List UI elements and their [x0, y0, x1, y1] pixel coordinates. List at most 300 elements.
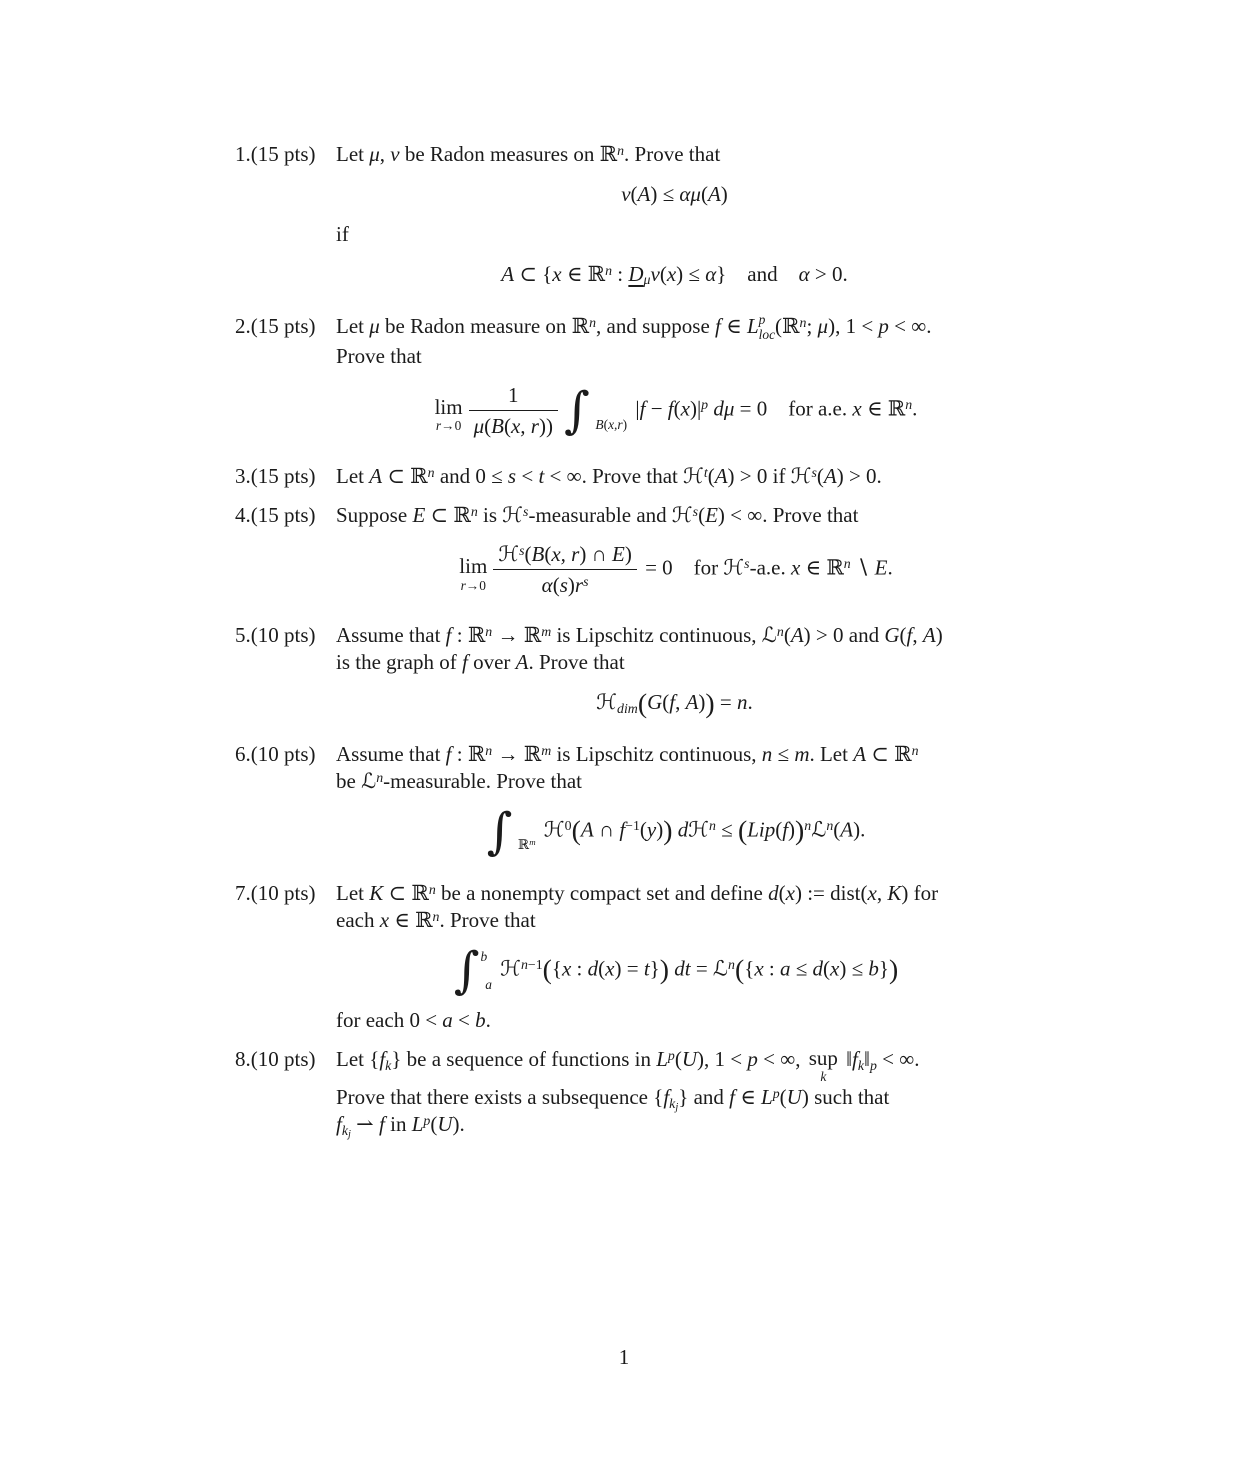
math-segment: x [790, 555, 801, 580]
math-segment: ℋ [500, 956, 521, 981]
math-segment: Let { [336, 1046, 380, 1071]
problem-body [336, 502, 1013, 610]
math-segment: ⊂ [383, 881, 412, 906]
display-formula [336, 687, 1013, 719]
math-segment: : [571, 956, 588, 981]
math-segment: ∈ [735, 1085, 762, 1110]
math-segment: → [492, 742, 524, 767]
math-segment: A [501, 261, 515, 286]
math-segment: b [868, 956, 879, 981]
math-segment: = [714, 690, 737, 715]
math-segment: n [485, 742, 493, 758]
math-segment: n [470, 503, 478, 519]
math-segment: sup [808, 1045, 838, 1070]
math-segment: be Radon measures on [399, 142, 600, 166]
math-segment: ) [795, 814, 805, 846]
math-segment: −1 [527, 957, 543, 973]
math-segment: x [754, 956, 764, 981]
math-fraction [469, 383, 558, 438]
integral-limits [591, 388, 627, 434]
math-segment: μ [473, 413, 485, 438]
math-segment: j [348, 1129, 351, 1141]
math-segment: A [685, 690, 699, 715]
math-segment: n [728, 957, 735, 973]
math-segment: ( [823, 956, 831, 981]
math-segment: ( [503, 413, 511, 438]
math-segment: Let [336, 142, 370, 166]
math-segment: ( [700, 182, 708, 206]
math-segment: B [531, 542, 545, 566]
math-segment: ∈ [561, 261, 588, 286]
math-segment: x [785, 881, 795, 906]
problem-8 [235, 1045, 1013, 1141]
math-segment: ). [452, 1112, 465, 1137]
problem-2 [235, 313, 1013, 451]
math-segment: L [411, 1112, 424, 1137]
math-segment: k [341, 1122, 348, 1138]
math-segment: E [412, 503, 426, 527]
math-segment: ℋ [688, 817, 709, 842]
math-segment: ). [853, 817, 866, 842]
math-segment: and 0 ≤ [434, 464, 508, 488]
math-segment: each [336, 908, 380, 933]
problem-text-line [336, 1111, 1013, 1141]
math-segment: n [911, 742, 919, 758]
problems-list [235, 141, 1013, 1150]
math-segment: d [677, 817, 689, 842]
math-segment: s [559, 573, 568, 598]
math-segment: ℝ [523, 742, 542, 767]
math-segment: ∈ [861, 396, 888, 421]
problem-text-line [336, 313, 1013, 343]
math-segment: ( [544, 542, 552, 566]
problem-label: 4.(15 pts) [235, 503, 316, 527]
math-segment: n [799, 314, 807, 330]
math-segment: , [876, 881, 888, 906]
math-segment: in [384, 1112, 412, 1137]
math-segment: ℋ [723, 555, 745, 580]
math-segment: L [746, 313, 759, 338]
math-segment: < [452, 1007, 476, 1032]
math-segment: ν [650, 261, 660, 286]
problem-body [336, 741, 1013, 868]
math-segment: Assume that [336, 623, 446, 648]
math-segment: ) for [901, 881, 939, 906]
math-segment: )| [689, 396, 702, 421]
math-segment: α [798, 261, 810, 286]
problem-text-line [336, 907, 1013, 934]
problem-4 [235, 502, 1013, 610]
math-segment: d [587, 956, 599, 981]
math-segment: αμ [679, 182, 701, 206]
math-segment: ∩ [593, 817, 620, 842]
problem-text-line [336, 1007, 1013, 1034]
math-segment: ν [621, 182, 631, 206]
math-segment: ) such that [801, 1085, 890, 1110]
math-segment: n [376, 769, 384, 785]
math-segment: ℋ [683, 464, 704, 488]
math-segment: ) < ∞. Prove that [717, 503, 859, 527]
math-segment: j [675, 1102, 679, 1114]
math-segment: ℝ [782, 313, 800, 338]
math-segment: ℒ [761, 623, 777, 648]
math-segment: ℝ [599, 142, 618, 166]
math-segment: ) > 0 and [803, 623, 885, 648]
math-segment: ( [698, 503, 706, 527]
math-segment: ‖ [840, 1046, 853, 1071]
math-segment: m [529, 837, 536, 848]
math-segment: f [669, 690, 676, 715]
math-segment: ) ≤ [676, 261, 706, 286]
math-segment: be [336, 769, 362, 794]
math-limit-operator [435, 396, 463, 433]
math-segment: ) = [614, 956, 644, 981]
math-segment: n [776, 624, 784, 640]
math-segment: Lip [747, 817, 776, 842]
integral-sign-icon: ∫ [453, 941, 480, 1000]
math-segment: f [639, 396, 646, 421]
math-segment: U [681, 1046, 698, 1071]
problem-text-line [336, 502, 1013, 529]
math-segment: n [804, 818, 812, 834]
math-segment: loc [758, 326, 776, 342]
math-segment: ( [674, 1046, 682, 1071]
math-segment: ∈ [720, 313, 747, 338]
problem-text-line [336, 741, 1013, 768]
math-segment: n [589, 314, 597, 330]
math-segment: ) ≤ [650, 182, 680, 206]
math-segment: f [445, 623, 452, 648]
math-segment: ( [816, 464, 824, 488]
math-segment: dμ [713, 396, 735, 421]
math-segment: ) [567, 573, 575, 598]
problem-5 [235, 622, 1013, 729]
math-segment: f [852, 1046, 858, 1071]
math-segment: ℝ [453, 503, 471, 527]
math-segment: x [867, 881, 877, 906]
problem-1 [235, 141, 1013, 301]
math-segment: E [611, 542, 625, 566]
math-integral [486, 802, 536, 861]
math-segment: f [663, 1085, 670, 1110]
math-segment: A [790, 623, 804, 648]
math-segment: ℝ [411, 881, 429, 906]
math-segment: A [515, 650, 529, 675]
math-segment: a [485, 977, 492, 993]
math-segment: A [922, 623, 936, 648]
math-segment: ) [888, 953, 899, 985]
math-segment: n [428, 881, 436, 897]
math-segment: y [646, 817, 657, 842]
math-segment: ( [630, 182, 638, 206]
math-segment: Prove that [336, 343, 422, 368]
problem-3 [235, 463, 1013, 490]
math-segment: ) [720, 182, 728, 206]
math-segment: ) [656, 817, 664, 842]
math-segment: x [605, 956, 615, 981]
math-segment: n [427, 464, 435, 480]
math-segment: . Prove that [439, 908, 536, 933]
math-segment: s [523, 503, 529, 519]
math-segment: t [703, 464, 708, 480]
math-segment: b [475, 1007, 486, 1032]
limit-subscript [809, 1070, 838, 1084]
problem-text-line [336, 1084, 1013, 1114]
math-segment: ( [737, 814, 748, 846]
math-segment: ) [663, 814, 673, 846]
math-integral [453, 941, 492, 1000]
math-segment: p [758, 312, 766, 328]
math-fraction [493, 542, 637, 597]
math-segment: L [656, 1046, 668, 1071]
math-segment: x, r [510, 413, 539, 438]
math-segment: > 0. [809, 261, 848, 286]
math-segment: ℝ [587, 261, 606, 286]
math-segment: be a nonempty compact set and define [435, 881, 769, 906]
math-segment: is the graph of [336, 650, 462, 675]
math-segment: U [437, 1112, 453, 1137]
problem-text-line [336, 649, 1013, 676]
math-segment: ) [622, 417, 628, 433]
math-segment: ℋ [790, 464, 812, 488]
math-segment: ) [788, 817, 796, 842]
math-segment: ∖ [850, 555, 875, 580]
math-segment: ) > 0 if [727, 464, 791, 488]
math-segment: dim [617, 700, 638, 716]
math-segment: if [336, 221, 349, 246]
math-segment: ℝ [826, 555, 844, 580]
problem-body [336, 141, 1013, 301]
math-segment: over [467, 650, 516, 675]
math-segment: f [667, 396, 674, 421]
math-segment: ∈ [800, 555, 827, 580]
limit-main [809, 1047, 838, 1069]
math-segment: n [843, 556, 851, 572]
math-segment: -measurable. Prove that [383, 769, 582, 794]
math-segment: ⊂ { [514, 261, 553, 286]
math-segment: s [811, 464, 817, 480]
math-segment: ∈ [389, 908, 416, 933]
math-segment: r [460, 577, 466, 593]
math-segment: , [912, 623, 923, 648]
math-segment: k [385, 1057, 392, 1073]
math-segment: is [477, 503, 503, 527]
math-segment: { [551, 956, 562, 981]
math-segment: L [761, 1085, 773, 1110]
math-segment: p [423, 1112, 431, 1128]
math-segment: ) [624, 542, 632, 566]
math-segment: ( [707, 464, 715, 488]
math-limit-operator [809, 1047, 838, 1084]
math-segment: m [794, 742, 810, 767]
math-segment: = [690, 956, 713, 981]
math-segment: x [680, 396, 690, 421]
math-segment: ( [524, 542, 532, 566]
problem-text-line [336, 1046, 1013, 1084]
display-formula [336, 181, 1013, 208]
math-segment: ⇀ [350, 1112, 380, 1137]
math-segment: ℒ [811, 817, 827, 842]
math-segment: x [830, 956, 840, 981]
math-segment: 0 [564, 818, 572, 834]
math-segment: ( [603, 417, 609, 433]
math-segment: x [666, 261, 677, 286]
math-segment: A [637, 182, 651, 206]
math-segment: x, r [551, 542, 580, 566]
math-segment: < ∞. [888, 313, 932, 338]
math-segment: ( [673, 396, 681, 421]
math-segment: t [643, 956, 650, 981]
math-segment: μ [369, 142, 380, 166]
math-segment: ( [484, 413, 492, 438]
page-number: 1 [618, 1345, 630, 1369]
math-segment: p [878, 313, 889, 338]
math-segment: s [519, 542, 525, 558]
math-segment: A [823, 464, 837, 488]
math-segment: A [840, 817, 854, 842]
math-segment: m [541, 624, 552, 640]
math-segment: p [772, 1085, 780, 1101]
math-integral [563, 380, 628, 439]
math-segment: ℝ [571, 313, 590, 338]
math-segment: ), 1 < [828, 313, 879, 338]
math-segment: ( [734, 953, 745, 985]
math-segment: ℝ [894, 742, 912, 767]
math-segment: ℋ [498, 542, 520, 566]
math-segment: 1 [508, 382, 519, 407]
math-segment: ( [659, 261, 667, 286]
math-segment: K [887, 881, 902, 906]
math-segment: B [595, 417, 604, 433]
math-segment: , and suppose [596, 313, 716, 338]
math-segment: s [507, 464, 517, 488]
math-segment: A [369, 464, 383, 488]
math-segment: A [707, 182, 721, 206]
math-segment: Let [336, 464, 370, 488]
math-segment: for each 0 < [336, 1007, 443, 1032]
math-segment: Prove that there exists a subsequence { [336, 1085, 664, 1110]
problem-label: 8.(10 pts) [235, 1046, 316, 1071]
fraction-numerator [493, 542, 637, 569]
limit-subscript [459, 579, 487, 593]
math-segment: ≤ [790, 956, 813, 981]
problem-body [336, 313, 1013, 451]
math-segment: n [905, 396, 913, 412]
math-segment: ℝ [887, 396, 906, 421]
math-segment: a [779, 956, 791, 981]
problem-label: 1.(15 pts) [235, 142, 316, 166]
math-segment: < ∞, [757, 1046, 806, 1071]
math-segment: ) [659, 953, 669, 985]
math-segment: n [736, 690, 748, 715]
problem-body [336, 880, 1013, 1034]
math-segment: ≤ [715, 817, 738, 842]
math-segment: . Prove that [624, 142, 721, 166]
problem-body [336, 463, 1013, 490]
integral-limits [513, 809, 535, 855]
math-segment: k [820, 1068, 827, 1084]
math-segment: ℋ [671, 503, 693, 527]
math-segment: A [580, 817, 594, 842]
math-segment: ℒ [361, 769, 377, 794]
math-segment: s [692, 503, 699, 519]
math-segment: . Let [809, 742, 854, 767]
math-segment: dt [674, 956, 691, 981]
display-formula [336, 542, 1013, 597]
math-segment: x [852, 396, 862, 421]
math-segment: μ [369, 313, 380, 338]
math-segment: − [645, 396, 668, 421]
problem-text-line [336, 880, 1013, 907]
math-segment: x [379, 908, 390, 933]
problem-label: 2.(15 pts) [235, 313, 316, 338]
problem-label: 3.(15 pts) [235, 464, 316, 488]
math-segment: ℝ [467, 742, 486, 767]
math-segment: ( [639, 817, 647, 842]
math-segment: d [768, 881, 779, 906]
math-segment: n [605, 262, 613, 278]
math-segment: ( [775, 313, 783, 338]
math-segment: ( [430, 1112, 438, 1137]
math-segment: p [667, 1047, 675, 1063]
math-segment: } and [678, 1085, 730, 1110]
math-segment: x [552, 261, 562, 286]
math-segment: x,r [608, 417, 623, 433]
math-segment: . [887, 555, 893, 580]
math-segment: ℒ [712, 956, 729, 981]
math-segment: E [705, 503, 718, 527]
math-segment: p [701, 396, 709, 412]
math-segment: : [612, 261, 629, 286]
math-segment: n [761, 742, 773, 767]
math-segment: ⊂ [382, 464, 411, 488]
math-segment: n [432, 908, 440, 924]
integral-lower-limit [591, 416, 627, 433]
math-segment: , [675, 690, 686, 715]
math-segment: f [461, 650, 468, 675]
math-segment: : [451, 623, 468, 648]
math-segment: f [715, 313, 721, 338]
math-segment: ) [705, 687, 715, 719]
math-segment: −1 [625, 818, 640, 834]
limit-main [459, 555, 487, 577]
math-segment: | [630, 396, 640, 421]
math-segment: → [492, 623, 524, 648]
math-segment: < ∞. [876, 1046, 920, 1071]
problem-text-line [336, 768, 1013, 795]
math-segment: f [906, 623, 913, 648]
math-segment: f [729, 1085, 735, 1110]
math-segment: n [485, 624, 493, 640]
math-segment: ≤ [772, 742, 795, 767]
math-segment: μ [643, 272, 651, 288]
fraction-denominator [493, 569, 637, 597]
math-segment: U [786, 1085, 802, 1110]
problem-body [336, 622, 1013, 729]
problem-text-line [336, 622, 1013, 649]
math-segment: : [763, 956, 780, 981]
display-formula [336, 941, 1013, 1000]
math-segment: ℝ [523, 623, 542, 648]
math-segment: ) := dist( [794, 881, 868, 906]
math-segment: is Lipschitz continuous, [551, 623, 762, 648]
math-segment: , [379, 142, 391, 166]
math-segment: ( [571, 814, 581, 846]
math-segment: α [541, 573, 553, 598]
limit-subscript [435, 419, 463, 433]
math-segment: ) [935, 623, 943, 648]
math-segment: p [869, 1057, 877, 1073]
